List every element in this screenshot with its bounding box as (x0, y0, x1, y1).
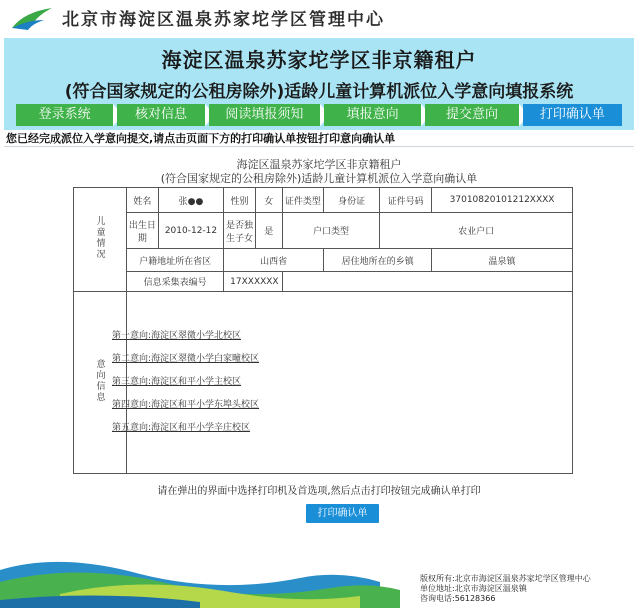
intent-item-3: 第三意向:海淀区和平小学主校区 (112, 377, 242, 387)
step-login: 登录系统 (16, 104, 113, 126)
system-title-line2: (符合国家规定的公租房除外)适龄儿童计算机派位入学意向填报系统 (64, 82, 574, 102)
name-label: 姓名 (127, 188, 159, 213)
residence-town-label: 居住地所在的乡镇 (324, 249, 432, 272)
intent-item-5: 第五意向:海淀区和平小学辛庄校区 (112, 423, 251, 433)
intent-item-1: 第一意向:海淀区翠微小学北校区 (112, 331, 242, 341)
gender-value: 女 (255, 188, 282, 213)
system-title-line1: 海淀区温泉苏家坨学区非京籍租户 (161, 48, 477, 72)
name-value: 张●● (158, 188, 223, 213)
hukou-province-label: 户籍地址所在省区 (127, 249, 224, 272)
birth-label: 出生日期 (127, 213, 159, 249)
top-header (0, 0, 638, 36)
footer-copyright: 版权所有:北京市海淀区温泉苏家坨学区管理中心 (420, 574, 591, 583)
only-child-value: 是 (255, 213, 282, 249)
footer-phone: 咨询电话:56128366 (420, 594, 496, 603)
info-no-empty (282, 272, 572, 292)
print-confirmation-button[interactable]: 打印确认单 (306, 504, 379, 523)
step-submit-intent: 提交意向 (425, 104, 518, 126)
hukou-type-value: 农业户口 (380, 213, 573, 249)
hukou-type-label: 户口类型 (282, 213, 380, 249)
only-child-label: 是否独生子女 (224, 213, 256, 249)
birth-value: 2010-12-12 (158, 213, 223, 249)
submission-notice: 您已经完成派位入学意向提交,请点击页面下方的打印确认单按钮打印意向确认单 (6, 132, 396, 145)
section-intent-label: 意向信息 (74, 292, 127, 474)
step-print-confirmation: 打印确认单 (523, 104, 622, 126)
print-instruction: 请在弹出的界面中选择打印机及首选项,然后点击打印按钮完成确认单打印 (157, 486, 481, 497)
section-child-label: 儿童情况 (74, 188, 127, 292)
sheet-heading1: 海淀区温泉苏家坨学区非京籍租户 (236, 158, 402, 171)
intent-list (112, 328, 259, 443)
info-no-label: 信息采集表编号 (127, 272, 224, 292)
confirmation-sheet (4, 146, 634, 547)
id-no-value: 37010820101212XXXX (432, 188, 573, 213)
footer-address: 单位地址:北京市海淀区温泉镇 (420, 584, 527, 593)
gender-label: 性别 (224, 188, 256, 213)
logo-icon (10, 6, 54, 32)
intent-item-2: 第二意向:海淀区翠微小学白家疃校区 (112, 354, 260, 364)
step-read-notice: 阅读填报须知 (209, 104, 320, 126)
id-no-label: 证件号码 (380, 188, 432, 213)
sheet-heading2: (符合国家规定的公租房除外)适龄儿童计算机派位入学意向确认单 (160, 172, 478, 185)
org-name: 北京市海淀区温泉苏家坨学区管理中心 (62, 10, 385, 30)
step-verify-info: 核对信息 (117, 104, 204, 126)
id-type-value: 身份证 (324, 188, 380, 213)
residence-town-value: 温泉镇 (432, 249, 573, 272)
id-type-label: 证件类型 (282, 188, 323, 213)
intent-item-4: 第四意向:海淀区和平小学东埠头校区 (112, 400, 260, 410)
step-fill-intent: 填报意向 (324, 104, 421, 126)
info-no-value: 17XXXXXX (224, 272, 283, 292)
system-banner (4, 38, 634, 130)
hukou-province-value: 山西省 (224, 249, 324, 272)
step-progress-bar (16, 104, 626, 126)
footer-info (420, 574, 591, 604)
